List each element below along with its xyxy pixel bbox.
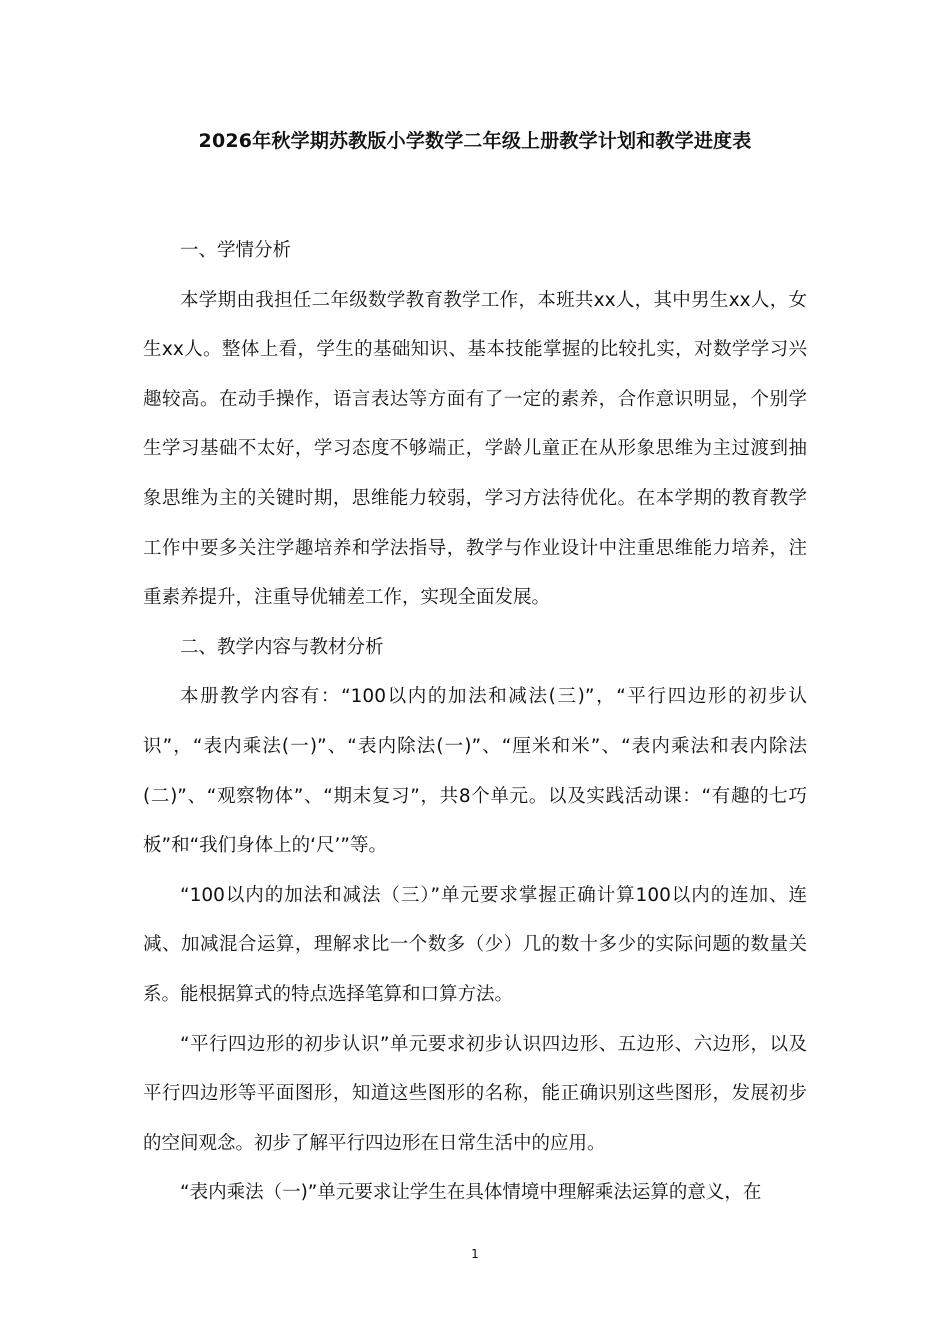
page-number: 1	[471, 1247, 479, 1261]
section-heading-learning-analysis: 一、学情分析	[180, 240, 292, 261]
paragraph-unit-multiplication: “表内乘法（一)”单元要求让学生在具体情境中理解乘法运算的意义，在	[180, 1182, 762, 1204]
document-title: 2026年秋学期苏教版小学数学二年级上册教学计划和教学进度表	[198, 130, 752, 152]
paragraph-unit-parallelogram: “平行四边形的初步认识”单元要求初步认识四边形、五边形、六边形，以及平行四边形等平面图形，知道这些图形的名称，能正确识别这些图形，发展初步的空间观念。初步了解平行四边形在日常生活中的应用。	[143, 1033, 807, 1154]
section-heading-content-analysis: 二、教学内容与教材分析	[180, 636, 384, 658]
paragraph-unit-addition-subtraction: “100以内的加法和减法（三）”单元要求掌握正确计算100以内的连加、连减、加减混合运算，理解求比一个数多（少）几的数十多少的实际问题的数量关系。能根据算式的特点选择笔算和口算方法。	[143, 884, 807, 1005]
paragraph-learning-analysis: 本学期由我担任二年级数学教育教学工作，本班共xx人，其中男生xx人，女生xx人。整体上看，学生的基础知识、基本技能掌握的比较扎实，对数学学习兴趣较高。在动手操作，语言表达等方面有了一定的素养，合作意识明显，个别学生学习基础不太好，学习态度不够端正，学龄儿童正在从形象思维为主过渡到抽象思维为主的关键时期，思维能力较弱，学习方法待优化。在本学期的教育教学工作中要多关注学趣培养和学法指导，教学与作业设计中注重思维能力培养，注重素养提升，注重导优辅差工作，实现全面发展。	[143, 289, 807, 609]
document-body	[143, 226, 807, 1218]
paragraph-content-overview: 本册教学内容有：“100以内的加法和减法(三)”，“平行四边形的初步认识”，“表内乘法(一)”、“表内除法(一)”、“厘米和米”、“表内乘法和表内除法(二)”、“观察物体”、“期末复习”，共8个单元。以及实践活动课：“有趣的七巧板”和“我们身体上的‘尺’”等。	[143, 686, 807, 857]
